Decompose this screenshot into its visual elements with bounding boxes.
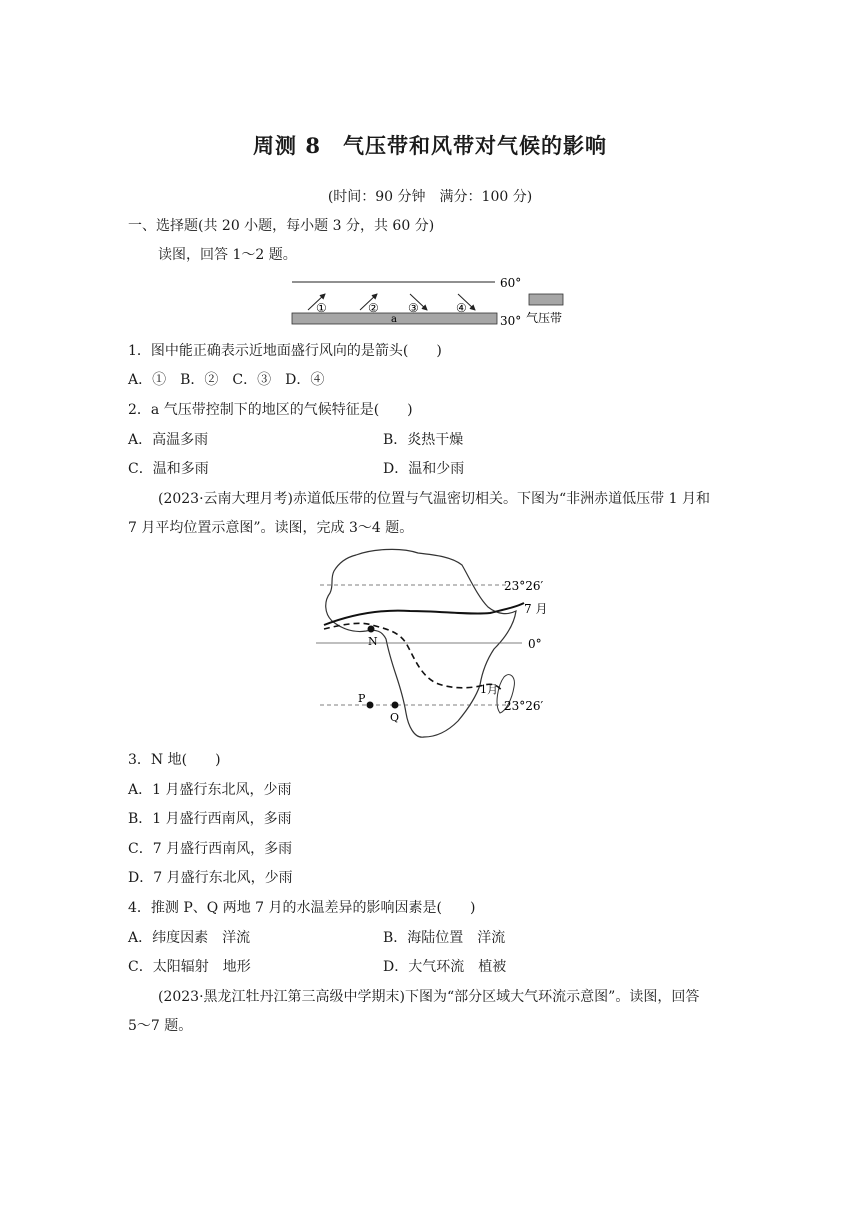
intro-q3-4-line2: 7 月平均位置示意图”。读图，完成 3～4 题。 bbox=[128, 520, 414, 536]
point-n-marker bbox=[368, 626, 375, 633]
january-label: 1月 bbox=[480, 683, 498, 696]
july-label: 7 月 bbox=[524, 602, 548, 616]
q3-option-d: D．7 月盛行东北风，少雨 bbox=[128, 870, 293, 886]
q3-stem: 3．N 地( ) bbox=[128, 752, 221, 768]
point-q-marker bbox=[392, 702, 399, 709]
arrow-2-label: ② bbox=[368, 301, 379, 315]
q2-option-d: D．温和少雨 bbox=[383, 461, 465, 477]
point-p-marker bbox=[367, 702, 374, 709]
section-heading: 一、选择题(共 20 小题，每小题 3 分，共 60 分) bbox=[128, 218, 435, 234]
arrow-3-label: ③ bbox=[408, 301, 419, 315]
q2-option-c: C．温和多雨 bbox=[128, 461, 209, 477]
q4-option-a: A．纬度因素 洋流 bbox=[128, 930, 251, 946]
tropic-capricorn-label: 23°26′ bbox=[504, 699, 544, 713]
intro-q1-2: 读图，回答 1～2 题。 bbox=[158, 247, 297, 263]
arrow-4-label: ④ bbox=[456, 301, 467, 315]
point-q-label: Q bbox=[390, 711, 400, 724]
q2-stem: 2．a 气压带控制下的地区的气候特征是( ) bbox=[128, 402, 413, 418]
q1-stem: 1．图中能正确表示近地面盛行风向的是箭头( ) bbox=[128, 343, 442, 359]
point-p-label: P bbox=[358, 692, 366, 705]
intro-q5-7-line2: 5～7 题。 bbox=[128, 1018, 193, 1034]
belt-a-label: a bbox=[391, 314, 397, 325]
legend-label: 气压带 bbox=[526, 311, 563, 325]
lat-60-label: 60° bbox=[500, 276, 522, 290]
lat-30-label: 30° bbox=[500, 314, 522, 328]
page-title: 周测 8 气压带和风带对气候的影响 bbox=[253, 133, 607, 158]
q4-option-d: D．大气环流 植被 bbox=[383, 959, 507, 975]
tropic-cancer-label: 23°26′ bbox=[504, 579, 544, 593]
africa-map-figure bbox=[310, 545, 560, 745]
q4-option-c: C．太阳辐射 地形 bbox=[128, 959, 251, 975]
exam-info: (时间：90 分钟 满分：100 分) bbox=[327, 189, 533, 205]
q3-option-c: C．7 月盛行西南风，多雨 bbox=[128, 841, 293, 857]
q3-option-b: B．1 月盛行西南风，多雨 bbox=[128, 811, 292, 827]
july-position-line bbox=[324, 603, 524, 625]
january-position-line bbox=[324, 623, 502, 691]
pressure-belt-figure bbox=[280, 270, 580, 332]
q4-option-b: B．海陆位置 洋流 bbox=[383, 930, 506, 946]
arrow-1-label: ① bbox=[316, 301, 327, 315]
q3-option-a: A．1 月盛行东北风，少雨 bbox=[128, 782, 292, 798]
q1-options: A．① B．② C．③ D．④ bbox=[128, 372, 325, 388]
q2-option-b: B．炎热干燥 bbox=[383, 432, 464, 448]
intro-q3-4-line1: (2023·云南大理月考)赤道低压带的位置与气温密切相关。下图为“非洲赤道低压带 1 月和 bbox=[158, 491, 710, 507]
intro-q5-7-line1: (2023·黑龙江牡丹江第三高级中学期末)下图为“部分区域大气环流示意图”。读图，回答 bbox=[158, 989, 700, 1005]
q2-option-a: A．高温多雨 bbox=[128, 432, 209, 448]
legend-swatch bbox=[529, 294, 563, 305]
equator-label: 0° bbox=[528, 637, 542, 651]
q4-stem: 4．推测 P、Q 两地 7 月的水温差异的影响因素是( ) bbox=[128, 900, 476, 916]
point-n-label: N bbox=[368, 635, 378, 648]
